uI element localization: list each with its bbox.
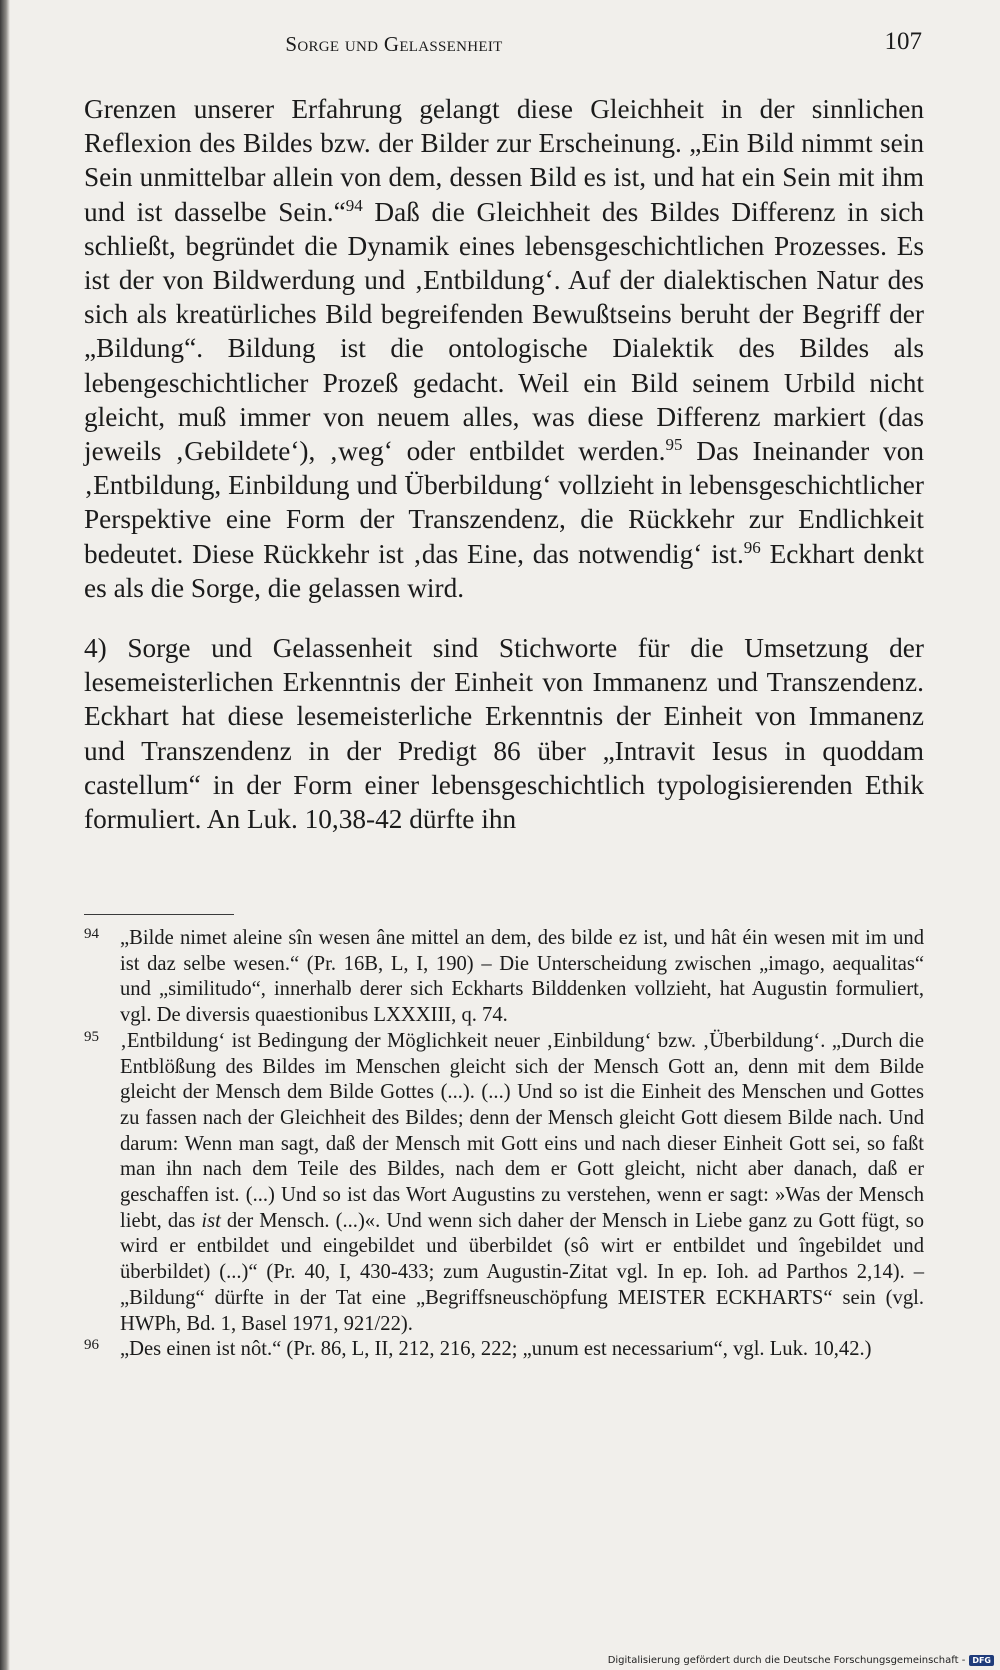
- footnote-text-part-a: ‚Entbildung‘ ist Bedingung der Möglichkeit neuer ‚Einbildung‘ bzw. ‚Überbildung‘. „Durch die Entblößung des Bildes im Menschen gleicht sich der Mensch Gott an, denn mit dem Bilde gleicht der Mensch dem Bilde Gottes (...). (...) Und so ist die Einheit des Menschen und Gottes zu fassen nach der Gleichheit des Bildes; denn der Mensch gleicht Gott diesem Bilde nach. Und darum: Wenn man sagt, daß der Mensch mit Gott eins und nach dieser Einheit Gott sei, so faßt man ihn nach dem Teile des Bildes, nach dem er Gott gleicht, nicht aber danach, daß er geschaffen ist. (...) Und so ist das Wort Augustins zu verstehen, wenn er sagt: »Was der Mensch liebt, das: [120, 1029, 924, 1232]
- footnote-text-part-b: der Mensch. (...)«. Und wenn sich daher der Mensch in Liebe ganz zu Gott fügt, so wird er entbildet und eingebildet und überbildet (sô wirt er entbildet und îngebildet und überbildet) (...)“ (Pr. 40, I, 430-433; zum Augustin-Zitat vgl. In ep. Ioh. ad Parthos 2,14). – „Bildung“ dürfte in der Tat eine „Begriffsneuschöpfung MEISTER ECKHARTS“ sein (vgl. HWPh, Bd. 1, Basel 1971, 921/22).: [120, 1209, 925, 1335]
- footnote-emphasis: ist: [201, 1209, 221, 1232]
- credit-text: Digitalisierung gefördert durch die Deutsche Forschungsgemeinschaft -: [607, 1655, 966, 1666]
- footnote-text: „Bilde nimet aleine sîn wesen âne mittel an dem, des bilde ez ist, und hât éin wesen mit im und ist daz selbe wesen.“ (Pr. 16B, L, I, 190) – Die Unterscheidung zwischen „imago, aequalitas“ und „similitudo“, innerhalb derer sich Eckharts Bilddenken vollzieht, hat Augustin formuliert, vgl. De diversis quaestionibus LXXXIII, q. 74.: [120, 927, 924, 1027]
- footnotes: [84, 926, 924, 1363]
- page-number: 107: [884, 28, 922, 55]
- footnote-ref-95[interactable]: 95: [665, 434, 683, 454]
- footnote-96: [84, 1337, 924, 1363]
- book-spine-shadow: [0, 0, 10, 1670]
- paragraph-2: 4) Sorge und Gelassenheit sind Stichworte für die Umsetzung der lesemeisterlichen Erkenntnis der Einheit von Immanenz und Transzendenz. Eckhart hat diese lesemeisterliche Erkenntnis der Einheit von Immanenz und Transzendenz in der Predigt 86 über „Intravit Iesus in quoddam castellum“ in der Form einer lebensgeschichtlich typologisierenden Ethik formuliert. An Luk. 10,38-42 dürfte ihn: [84, 633, 924, 835]
- paragraph-1-part-c: Das Ineinander von ‚Entbildung, Einbildung und Überbildung‘ vollzieht in lebensgeschichtlicher Perspektive eine Form der Transzendenz, die Rückkehr zur Endlichkeit bedeutet. Diese Rückkehr ist ‚das Eine, das notwendig‘ ist.: [84, 436, 924, 569]
- footnote-94: [84, 926, 924, 1029]
- running-head: [84, 28, 924, 60]
- running-title: Sorge und Gelassenheit: [285, 32, 503, 56]
- footnote-95: [84, 1029, 924, 1337]
- dfg-logo: DFG: [969, 1655, 994, 1666]
- paragraph-1: [84, 92, 924, 605]
- footnote-separator: [84, 914, 234, 915]
- footnote-ref-94[interactable]: 94: [345, 195, 363, 215]
- footnote-number: 94: [84, 926, 99, 942]
- footnote-number: 96: [84, 1337, 99, 1354]
- paragraph-1-part-a: Grenzen unserer Erfahrung gelangt diese Gleichheit in der sinnlichen Reflexion des Bildes bzw. der Bilder zur Erscheinung. „Ein Bild nimmt sein Sein unmittelbar allein von dem, dessen Bild es ist, und hat ein Sein mit ihm und ist dasselbe Sein.“: [84, 94, 924, 227]
- footnote-ref-96[interactable]: 96: [743, 537, 761, 557]
- footnote-number: 95: [84, 1028, 99, 1045]
- book-page: [84, 0, 924, 1670]
- footnote-text: „Des einen ist nôt.“ (Pr. 86, L, II, 212, 216, 222; „unum est necessarium“, vgl. Luk. 10,42.): [120, 1338, 872, 1361]
- paragraph-1-part-d: Eckhart denkt es als die Sorge, die gelassen wird.: [84, 538, 924, 603]
- main-text: [84, 92, 924, 836]
- paragraph-1-part-b: Daß die Gleichheit des Bildes Differenz in sich schließt, begründet die Dynamik eines lebensgeschichtlichen Prozesses. Es ist der von Bildwerdung und ‚Entbildung‘. Auf der dialektischen Natur des sich als kreatürliches Bild begreifenden Bewußtseins beruht der Begriff der „Bildung“. Bildung ist die ontologische Dialektik des Bildes als lebengeschichtlicher Prozeß gedacht. Weil ein Bild seinem Urbild nicht gleicht, muß immer von neuem alles, was diese Differenz markiert (das jeweils ‚Gebildete‘), ‚weg‘ oder entbildet werden.: [84, 196, 924, 467]
- digitization-credit: [608, 1655, 994, 1666]
